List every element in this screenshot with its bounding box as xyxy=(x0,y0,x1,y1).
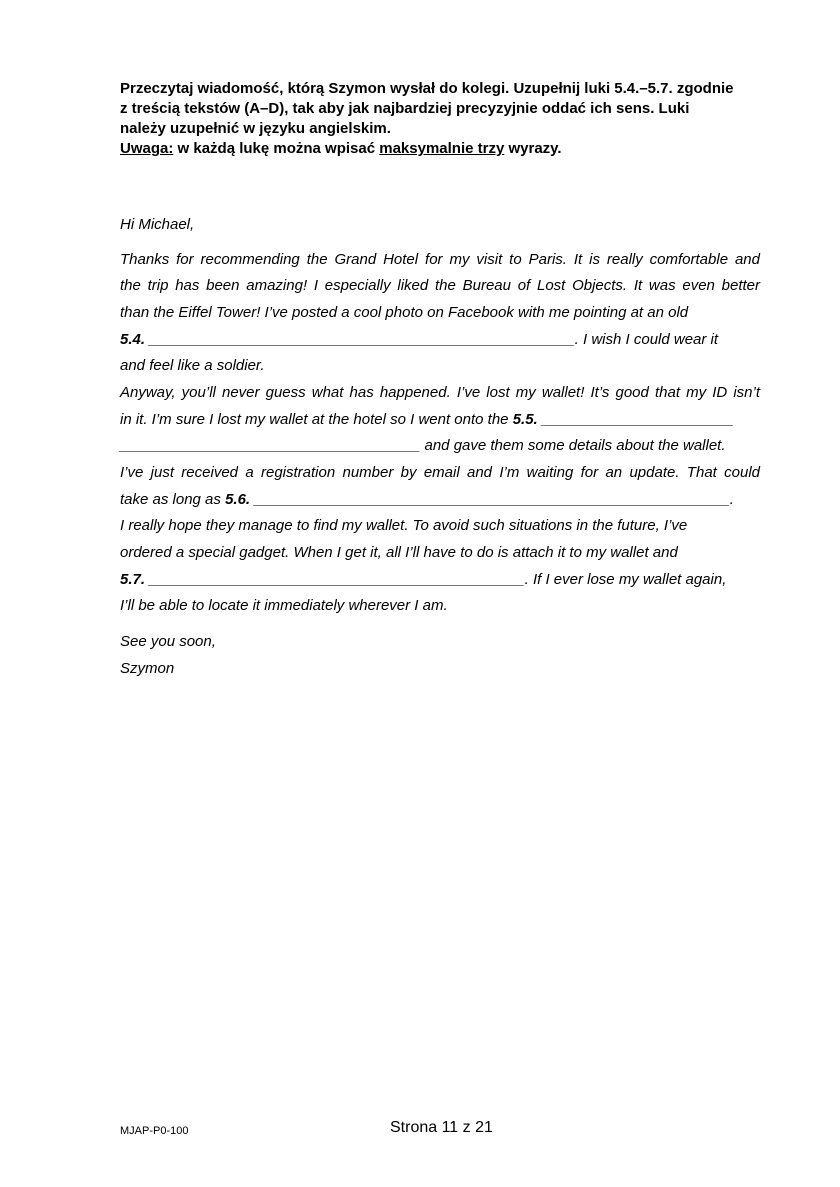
gap-blank-5-6[interactable]: _________________________________________________________ xyxy=(254,490,730,508)
letter-text: in it. I’m sure I lost my wallet at the hotel so I went onto the xyxy=(120,410,513,428)
instruction-line: Przeczytaj wiadomość, którą Szymon wysłał do kolegi. Uzupełnij luki 5.4.–5.7. zgodnie xyxy=(120,80,734,97)
letter-line: the trip has been amazing! I especially liked the Bureau of Lost Objects. It was even better xyxy=(120,277,760,295)
letter-line xyxy=(120,433,760,460)
letter-line: Thanks for recommending the Grand Hotel for my visit to Paris. It is really comfortable and xyxy=(120,250,760,268)
letter-signature: Szymon xyxy=(120,660,175,678)
instruction-note xyxy=(120,139,760,159)
letter-text: . I wish I could wear it xyxy=(574,330,719,348)
task-instructions xyxy=(120,79,760,159)
letter-line xyxy=(120,567,760,594)
letter-line: ordered a special gadget. When I get it, all I’ll have to do is attach it to my wallet and xyxy=(120,544,678,562)
letter-line: and feel like a soldier. xyxy=(120,357,265,375)
gap-blank-5-5[interactable]: _______________________ xyxy=(541,410,734,428)
note-text: wyrazy. xyxy=(504,140,562,157)
letter-text: . xyxy=(729,490,734,508)
exam-code: MJAP-P0-100 xyxy=(120,1125,189,1137)
letter-line xyxy=(120,327,760,354)
gap-number-5-4: 5.4. xyxy=(120,330,146,348)
letter-text: . If I ever lose my wallet again, xyxy=(524,570,727,588)
letter-line: I really hope they manage to find my wallet. To avoid such situations in the future, I’ve xyxy=(120,517,688,535)
letter-closing-block xyxy=(120,628,760,682)
instruction-line: należy uzupełnić w języku angielskim. xyxy=(120,120,391,137)
gap-blank-5-7[interactable]: _____________________________________________ xyxy=(149,570,525,588)
gap-blank-5-5-cont[interactable]: ____________________________________ xyxy=(120,437,421,455)
note-text: w każdą lukę można wpisać xyxy=(173,140,380,157)
letter-body xyxy=(120,247,760,621)
note-emphasis: maksymalnie trzy xyxy=(379,140,505,157)
letter-closing: See you soon, xyxy=(120,633,216,651)
letter-line: I’ll be able to locate it immediately wherever I am. xyxy=(120,597,448,615)
gap-blank-5-4[interactable]: ___________________________________________________ xyxy=(149,330,575,348)
letter xyxy=(120,212,760,682)
letter-line: I’ve just received a registration number by email and I’m waiting for an update. That could xyxy=(120,464,760,481)
page-number: Strona 11 z 21 xyxy=(390,1119,493,1136)
letter-line: Anyway, you’ll never guess what has happened. I’ve lost my wallet! It’s good that my ID isn’t xyxy=(120,383,760,401)
gap-number-5-6: 5.6. xyxy=(225,490,251,508)
letter-line xyxy=(120,487,760,514)
gap-number-5-5: 5.5. xyxy=(512,410,538,428)
letter-greeting: Hi Michael, xyxy=(120,216,195,233)
letter-line xyxy=(120,407,760,434)
letter-text: and gave them some details about the wallet. xyxy=(420,437,726,455)
instruction-line: z treścią tekstów (A–D), tak aby jak najbardziej precyzyjnie oddać ich sens. Luki xyxy=(120,100,690,117)
note-label: Uwaga: xyxy=(120,140,174,157)
letter-text: take as long as xyxy=(120,490,226,508)
letter-line: than the Eiffel Tower! I’ve posted a cool photo on Facebook with me pointing at an old xyxy=(120,303,689,321)
gap-number-5-7: 5.7. xyxy=(120,570,146,588)
